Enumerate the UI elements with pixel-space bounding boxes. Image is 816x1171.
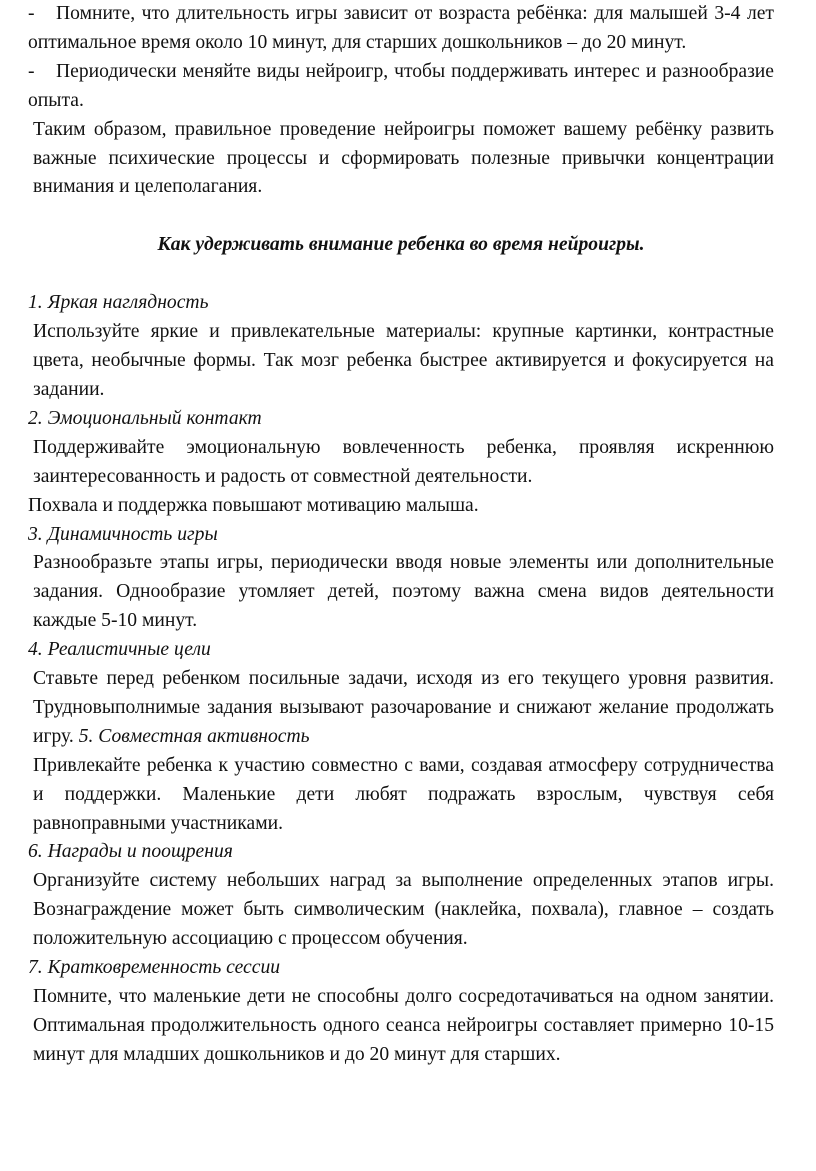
section-title-6: 6. Награды и поощрения: [28, 841, 233, 863]
spacer: [28, 202, 774, 231]
section-text-2: Поддерживайте эмоциональную вовлеченность ребенка, проявляя искреннюю заинтересованность и радость от совместной деятельности.: [33, 436, 774, 487]
conclusion-paragraph: Таким образом, правильное проведение нейроигры поможет вашему ребёнку развить важные психические процессы и сформировать полезные привычки концентрации внимания и целеполагания.: [33, 118, 774, 198]
bullet-age-duration-text: Помните, что длительность игры зависит от возраста ребёнка: для малышей 3-4 лет оптимальное время около 10 минут, для старших дошкольников – до 20 минут.: [28, 3, 774, 53]
section-text-4: [28, 665, 774, 752]
spacer: [28, 260, 774, 289]
section-text-7: Помните, что маленькие дети не способны долго сосредотачиваться на одном занятии. Оптимальная продолжительность одного сеанса нейроигры составляет примерно 10-15 минут для младших дошкольников и до 20 минут для старших.: [33, 986, 774, 1065]
section-text-5: Привлекайте ребенка к участию совместно с вами, создавая атмосферу сотрудничества и поддержки. Маленькие дети любят подражать взрослым, чувствуя себя равноправными участниками.: [33, 754, 774, 834]
section-title-1: 1. Яркая наглядность: [28, 292, 209, 314]
bullet-age-duration: [28, 0, 774, 58]
section-text-3: Разнообразьте этапы игры, периодически вводя новые элементы или дополнительные задания. Однообразие утомляет детей, поэтому важна смена видов деятельности каждые 5-10 минут.: [33, 552, 774, 632]
bullet-vary-games-text: Периодически меняйте виды нейроигр, чтобы поддерживать интерес и разнообразие опыта.: [28, 60, 774, 111]
bullet-dash: -: [28, 3, 35, 24]
section-title-3: 3. Динамичность игры: [28, 523, 218, 545]
section-title-4: 4. Реалистичные цели: [28, 639, 211, 661]
bullet-vary-games: [28, 58, 774, 116]
section-title-2: 2. Эмоциональный контакт: [28, 407, 262, 429]
document-page: [28, 0, 774, 1070]
section-title-5: 5. Совместная активность: [78, 725, 310, 747]
section-text-6: Организуйте систему небольших наград за выполнение определенных этапов игры. Вознаграждение может быть символическим (наклейка, похвала), главное – создать положительную ассоциацию с процессом обучения.: [33, 870, 774, 950]
section-text-4-body: Ставьте перед ребенком посильные задачи, исходя из его текущего уровня развития. Трудновыполнимые задания вызывают разочарование и снижают желание продолжать игру.: [33, 668, 774, 747]
section-text-1: Используйте яркие и привлекательные материалы: крупные картинки, контрастные цвета, необычные формы. Так мозг ребенка быстрее активируется и фокусируется на задании.: [33, 321, 774, 400]
section-text-2b: Похвала и поддержка повышают мотивацию малыша.: [28, 494, 479, 516]
bullet-dash: -: [28, 60, 35, 82]
section-heading: Как удерживать внимание ребенка во время нейроигры.: [157, 234, 645, 256]
section-title-7: 7. Кратковременность сессии: [28, 957, 281, 979]
